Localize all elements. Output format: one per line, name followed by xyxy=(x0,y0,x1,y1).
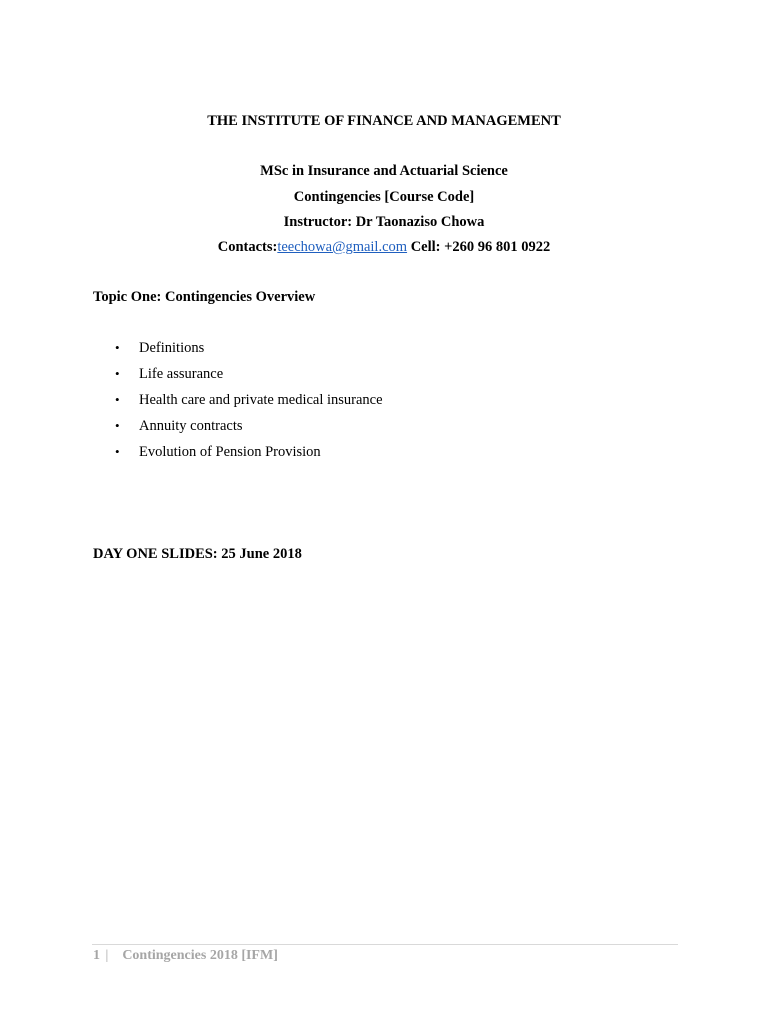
list-item xyxy=(0,338,768,364)
list-item-text: Definitions xyxy=(139,340,205,356)
page-number: 1 xyxy=(93,948,100,963)
contacts-label: Contacts: xyxy=(217,239,278,255)
list-item xyxy=(0,442,768,468)
footer-divider xyxy=(92,944,678,945)
footer-separator: | xyxy=(105,948,109,963)
bullet-icon: • xyxy=(115,444,120,459)
institution-title: THE INSTITUTE OF FINANCE AND MANAGEMENT xyxy=(207,113,561,129)
list-item-text: Life assurance xyxy=(139,366,224,382)
list-item xyxy=(0,390,768,416)
list-item-text: Annuity contracts xyxy=(139,418,243,434)
cell-number: Cell: +260 96 801 0922 xyxy=(407,239,551,255)
bullet-icon: • xyxy=(115,392,120,407)
email-link[interactable]: teechowa@gmail.com xyxy=(277,239,408,255)
bullet-icon: • xyxy=(115,366,120,381)
course-name: Contingencies [Course Code] xyxy=(293,189,475,205)
day-heading: DAY ONE SLIDES: 25 June 2018 xyxy=(93,546,302,562)
footer-text: Contingencies 2018 [IFM] xyxy=(122,948,278,963)
topic-heading: Topic One: Contingencies Overview xyxy=(93,289,316,305)
topic-list xyxy=(0,338,768,468)
list-item-text: Evolution of Pension Provision xyxy=(139,444,321,460)
list-item-text: Health care and private medical insurance xyxy=(139,392,383,408)
contacts-line xyxy=(0,237,768,257)
bullet-icon: • xyxy=(115,340,120,355)
program-name: MSc in Insurance and Actuarial Science xyxy=(260,163,508,179)
bullet-icon: • xyxy=(115,418,120,433)
instructor-name: Instructor: Dr Taonaziso Chowa xyxy=(283,214,485,230)
page-footer xyxy=(93,946,278,966)
list-item xyxy=(0,416,768,442)
list-item xyxy=(0,364,768,390)
